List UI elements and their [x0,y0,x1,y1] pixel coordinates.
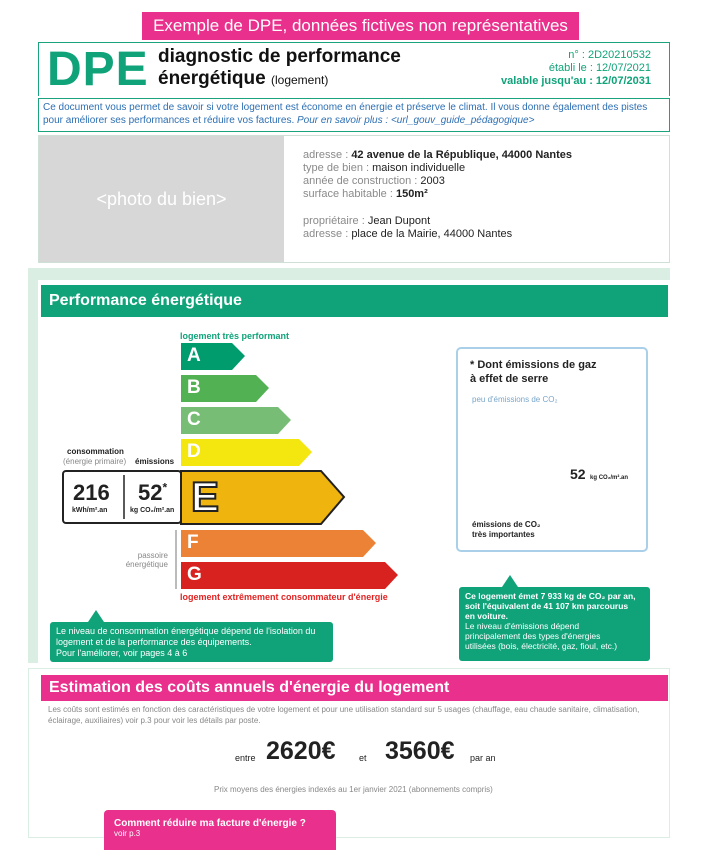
class-label-b: B [187,377,201,398]
sample-banner: Exemple de DPE, données fictives non représentatives [142,12,579,40]
established-date: établi le : 12/07/2021 [548,62,651,74]
property-photo-placeholder: <photo du bien> [39,136,284,262]
class-label-a: A [187,345,201,366]
class-label-g: G [187,564,202,585]
consumption-label: consommation [67,447,124,456]
improvement-link[interactable]: Pour l'améliorer, voir pages 4 à 6 [56,648,188,658]
intro-text: Ce document vous permet de savoir si votre logement est économe en énergie et préserve le climat. Il vous donne également des pistes pour améliorer ses performances et réduire vos factures. Pour en savoir plus : <url_gouv_guide_pédagogique> [38,98,670,132]
co2-value: 52 kg CO₂/m².an [570,466,629,482]
consumption-unit: kWh/m².an [72,507,108,514]
top-performance-label: logement très performant [180,331,290,341]
co2-title: * Dont émissions de gaz à effet de serre [470,359,597,385]
passoire-label: passoire énergétique [125,551,168,569]
costs-section-title: Estimation des coûts annuels d'énergie du logement [41,675,668,701]
co2-class-letters: A B C D E F G [475,406,489,514]
dpe-logo: DPE [47,43,149,96]
owner-address: place de la Mairie, 44000 Nantes [351,228,513,240]
bottom-performance-label: logement extrêmement consommateur d'énergie [180,592,388,602]
emissions-label: émissions [135,457,175,466]
co2-top-label: peu d'émissions de CO₂ [472,395,558,404]
co2-current-class: E [475,464,489,486]
consumption-sublabel: (énergie primaire) [63,457,127,466]
document-number: n° : 2D20210532 [568,49,651,61]
property-details: adresse : 42 avenue de la République, 44000 Nantes type de bien : maison individuelle année de construction : 2003 surface habitable : 150m² propriétaire : Jean Dupont adresse : place de la Mairie, 44000 Nantes [303,149,573,240]
guide-link[interactable]: Pour en savoir plus : <url_gouv_guide_pédagogique> [297,115,535,126]
energy-prices-note: Prix moyens des énergies indexés au 1er janvier 2021 (abonnements compris) [214,785,493,794]
current-class-label: E [191,473,220,520]
living-surface: 150m² [395,188,428,200]
validity-date: valable jusqu'au : 12/07/2031 [501,75,651,87]
property-address: 42 avenue de la République, 44000 Nantes [351,149,573,161]
co2-bottom-label: émissions de CO₂ très importantes [472,520,541,539]
consumption-note: Le niveau de consommation énergétique dépend de l'isolation du logement et de la performance des équipements. Pour l'améliorer, voir pages 4 à 6 [50,622,333,662]
performance-section-title: Performance énergétique [41,285,668,317]
class-label-c: C [187,409,201,430]
co2-note: Ce logement émet 7 933 kg de CO₂ par an, soit l'équivalent de 41 107 km parcourus en voiture. Le niveau d'émissions dépend principalement des types d'énergies utilisées (bois, électricité, gaz, fioul, etc.) [459,587,650,661]
construction-year: 2003 [420,175,445,187]
consumption-value: 216 [73,480,110,505]
cost-low-value: 2620€ [266,737,336,765]
emissions-value: 52* [138,480,168,505]
class-arrow-f [181,530,376,557]
class-arrow-g [181,562,398,589]
class-label-f: F [187,532,199,553]
class-label-d: D [187,441,201,462]
costs-description: Les coûts sont estimés en fonction des caractéristiques de votre logement et pour une utilisation standard sur 5 usages (chauffage, eau chaude sanitaire, climatisation, éclairage, auxiliaires) voir p.3 pour voir les détails par poste. [48,705,640,725]
owner-name: Jean Dupont [367,215,431,227]
cost-high-value: 3560€ [385,737,455,765]
reduce-bill-button[interactable]: Comment réduire ma facture d'énergie ? voir p.3 [104,810,336,850]
cost-between-label: entre [235,753,256,763]
emissions-unit: kg CO₂/m².an [130,507,175,514]
cost-and-label: et [359,753,367,763]
document-title: diagnostic de performance énergétique (logement) [158,46,401,89]
property-type: maison individuelle [372,162,466,174]
cost-per-year-label: par an [470,753,496,763]
